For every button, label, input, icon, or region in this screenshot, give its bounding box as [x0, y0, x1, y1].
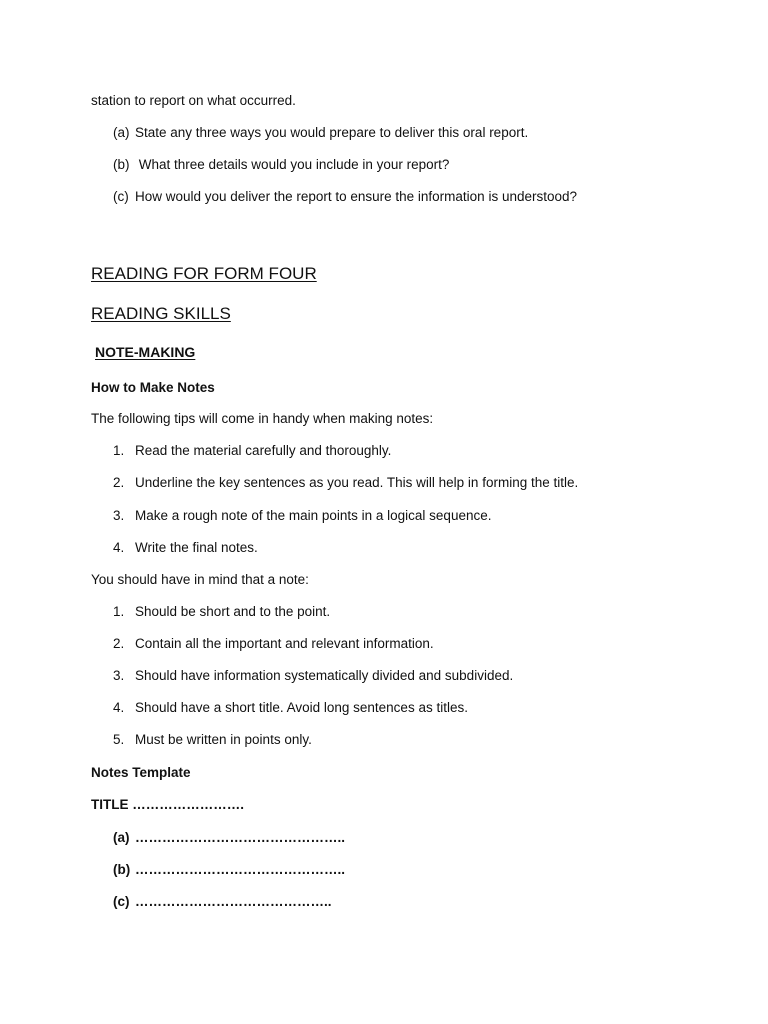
list-marker: 5. [113, 732, 125, 747]
note-point-text: Should have a short title. Avoid long sentences as titles. [135, 700, 468, 715]
note-point [113, 731, 312, 749]
list-marker: 1. [113, 604, 125, 619]
list-marker: (a) [113, 830, 130, 845]
question-text: State any three ways you would prepare to deliver this oral report. [135, 125, 529, 140]
note-point-text: Contain all the important and relevant information. [135, 636, 434, 651]
list-marker: 4. [113, 700, 125, 715]
note-intro: You should have in mind that a note: [91, 572, 309, 587]
note-point [113, 603, 330, 621]
tip-text: Make a rough note of the main points in a logical sequence. [135, 508, 492, 523]
note-point-text: Should be short and to the point. [135, 604, 331, 619]
tips-intro: The following tips will come in handy when making notes: [91, 411, 434, 426]
note-point-text: Should have information systematically divided and subdivided. [135, 668, 514, 683]
question-a [113, 124, 528, 142]
template-item [113, 893, 332, 911]
template-title-line: TITLE ……………………. [91, 797, 244, 812]
template-item [113, 829, 345, 847]
question-text: What three details would you include in your report? [135, 157, 450, 172]
tip-text: Read the material carefully and thoroughly. [135, 443, 392, 458]
list-marker: (b) [113, 157, 130, 172]
tip-item [113, 507, 491, 525]
note-point [113, 635, 434, 653]
heading-reading-skills: READING SKILLS [91, 304, 231, 323]
heading-how-to-make-notes: How to Make Notes [91, 380, 215, 395]
intro-line: station to report on what occurred. [91, 93, 296, 108]
list-marker: 4. [113, 540, 125, 555]
tip-text: Write the final notes. [135, 540, 258, 555]
tip-item [113, 442, 391, 460]
list-marker: (c) [113, 894, 130, 909]
list-marker: (b) [113, 862, 131, 877]
heading-reading-form-four: READING FOR FORM FOUR [91, 264, 317, 283]
template-item-text: ……………………………………….. [135, 862, 346, 877]
question-text: How would you deliver the report to ensure the information is understood? [135, 189, 577, 204]
list-marker: 2. [113, 475, 125, 490]
question-b [113, 156, 449, 174]
list-marker: 1. [113, 443, 125, 458]
template-item-text: …………………………………….. [135, 894, 332, 909]
heading-notes-template: Notes Template [91, 765, 191, 780]
note-point-text: Must be written in points only. [135, 732, 312, 747]
note-point [113, 699, 468, 717]
tip-item [113, 539, 258, 557]
list-marker: (a) [113, 125, 130, 140]
note-point [113, 667, 513, 685]
question-c [113, 188, 577, 206]
heading-note-making: NOTE-MAKING [95, 344, 196, 360]
list-marker: 3. [113, 668, 125, 683]
template-item-text: ……………………………………….. [135, 830, 346, 845]
list-marker: 2. [113, 636, 125, 651]
list-marker: (c) [113, 189, 129, 204]
tip-text: Underline the key sentences as you read. This will help in forming the title. [135, 475, 579, 490]
list-marker: 3. [113, 508, 125, 523]
tip-item [113, 474, 578, 492]
template-item [113, 861, 345, 879]
